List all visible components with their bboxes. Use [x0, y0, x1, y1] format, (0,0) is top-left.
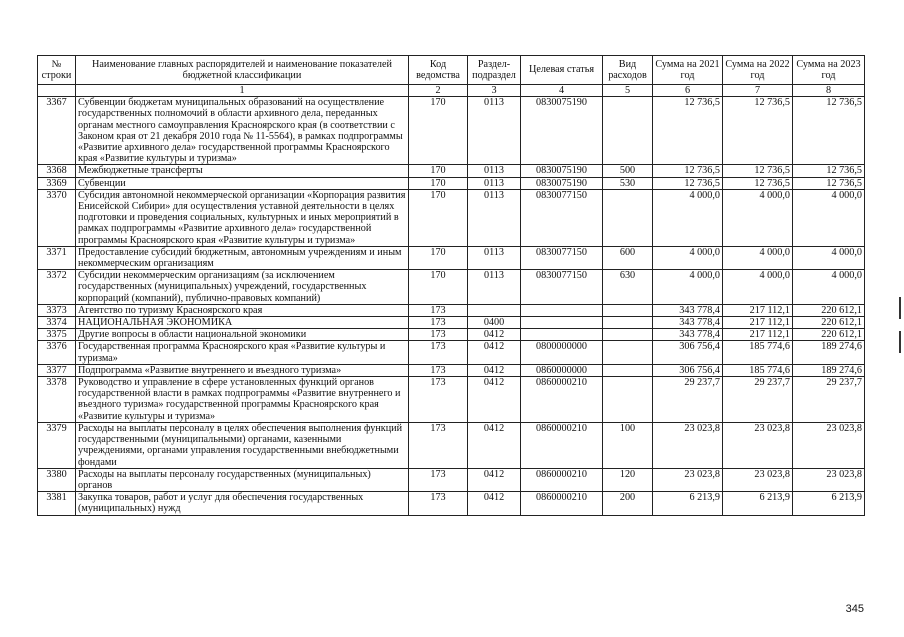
- cell-sum-2022: 217 112,1: [723, 304, 793, 316]
- table-row: [38, 341, 865, 364]
- cell-dept-code: 173: [409, 364, 468, 376]
- cell-target-article: 0860000210: [521, 377, 603, 423]
- cell-expense-type: 530: [603, 177, 653, 189]
- cell-sum-2021: 12 736,5: [653, 165, 723, 177]
- table-row: [38, 377, 865, 423]
- cell-section: 0412: [468, 364, 521, 376]
- cell-dept-code: 170: [409, 177, 468, 189]
- cell-target-article: 0860000210: [521, 492, 603, 515]
- cell-name: Субвенции бюджетам муниципальных образований на осуществление государственных полномочий в области архивного дела, переданных органам местного самоуправления Красноярского края (в соответствии с Законом края от 21 декабря 2010 года № 11-5564), в рамках подпрограммы «Развитие архивного дела» государственной программы Красноярского края «Развитие культуры и туризма»: [76, 97, 409, 165]
- cell-sum-2021: 12 736,5: [653, 177, 723, 189]
- column-number: 2: [409, 85, 468, 97]
- cell-target-article: [521, 304, 603, 316]
- header-sum-2023: Сумма на 2023 год: [793, 56, 865, 85]
- table-row: [38, 165, 865, 177]
- cell-dept-code: 170: [409, 165, 468, 177]
- cell-row-number: 3376: [38, 341, 76, 364]
- cell-row-number: 3369: [38, 177, 76, 189]
- cell-sum-2021: 12 736,5: [653, 97, 723, 165]
- cell-section: 0113: [468, 165, 521, 177]
- cell-name: Государственная программа Красноярского края «Развитие культуры и туризма»: [76, 341, 409, 364]
- cell-dept-code: 170: [409, 270, 468, 305]
- cell-sum-2021: 343 778,4: [653, 317, 723, 329]
- table-row: [38, 270, 865, 305]
- cell-section: 0113: [468, 97, 521, 165]
- cell-sum-2021: 4 000,0: [653, 270, 723, 305]
- cell-section: 0412: [468, 329, 521, 341]
- cell-sum-2021: 4 000,0: [653, 189, 723, 246]
- cell-dept-code: 173: [409, 317, 468, 329]
- cell-name: Субвенции: [76, 177, 409, 189]
- margin-mark: [899, 297, 901, 319]
- cell-sum-2021: 29 237,7: [653, 377, 723, 423]
- cell-name: Субсидии некоммерческим организациям (за исключением государственных (муниципальных) учреждений, государственных корпораций (компаний), публично-правовых компаний): [76, 270, 409, 305]
- cell-target-article: 0830075190: [521, 97, 603, 165]
- cell-sum-2022: 185 774,6: [723, 364, 793, 376]
- cell-target-article: 0830077150: [521, 270, 603, 305]
- cell-row-number: 3381: [38, 492, 76, 515]
- header-row-number: № строки: [38, 56, 76, 85]
- cell-sum-2022: 23 023,8: [723, 422, 793, 468]
- cell-section: 0113: [468, 246, 521, 269]
- cell-target-article: [521, 329, 603, 341]
- header-dept-code: Код ведомства: [409, 56, 468, 85]
- column-number: 6: [653, 85, 723, 97]
- cell-target-article: [521, 317, 603, 329]
- cell-sum-2021: 306 756,4: [653, 364, 723, 376]
- cell-dept-code: 173: [409, 377, 468, 423]
- table-row: [38, 246, 865, 269]
- cell-section: 0113: [468, 189, 521, 246]
- cell-sum-2021: 23 023,8: [653, 468, 723, 491]
- column-number: 3: [468, 85, 521, 97]
- cell-expense-type: 120: [603, 468, 653, 491]
- cell-row-number: 3368: [38, 165, 76, 177]
- column-number: 7: [723, 85, 793, 97]
- cell-section: [468, 304, 521, 316]
- cell-name: Другие вопросы в области национальной экономики: [76, 329, 409, 341]
- cell-target-article: 0860000000: [521, 364, 603, 376]
- cell-name: Расходы на выплаты персоналу государственных (муниципальных) органов: [76, 468, 409, 491]
- table-row: [38, 329, 865, 341]
- cell-dept-code: 170: [409, 97, 468, 165]
- cell-expense-type: [603, 317, 653, 329]
- cell-sum-2022: 217 112,1: [723, 317, 793, 329]
- cell-section: 0412: [468, 422, 521, 468]
- cell-name: Руководство и управление в сфере установленных функций органов государственной власти в рамках подпрограммы «Развитие внутреннего и въездного туризма» государственной программы Красноярского края «Развитие культуры и туризма»: [76, 377, 409, 423]
- cell-sum-2021: 4 000,0: [653, 246, 723, 269]
- cell-sum-2021: 306 756,4: [653, 341, 723, 364]
- cell-row-number: 3379: [38, 422, 76, 468]
- cell-section: 0412: [468, 341, 521, 364]
- cell-target-article: 0800000000: [521, 341, 603, 364]
- cell-sum-2022: 23 023,8: [723, 468, 793, 491]
- cell-section: 0113: [468, 177, 521, 189]
- cell-row-number: 3374: [38, 317, 76, 329]
- cell-sum-2021: 343 778,4: [653, 304, 723, 316]
- cell-expense-type: [603, 97, 653, 165]
- cell-row-number: 3371: [38, 246, 76, 269]
- cell-dept-code: 173: [409, 492, 468, 515]
- cell-target-article: 0830077150: [521, 246, 603, 269]
- header-target-article: Целевая статья: [521, 56, 603, 85]
- cell-sum-2022: 12 736,5: [723, 165, 793, 177]
- cell-sum-2021: 343 778,4: [653, 329, 723, 341]
- cell-name: Подпрограмма «Развитие внутреннего и въездного туризма»: [76, 364, 409, 376]
- cell-expense-type: 200: [603, 492, 653, 515]
- cell-sum-2023: 4 000,0: [793, 189, 865, 246]
- cell-sum-2022: 4 000,0: [723, 189, 793, 246]
- cell-sum-2023: 220 612,1: [793, 329, 865, 341]
- cell-row-number: 3378: [38, 377, 76, 423]
- cell-expense-type: 600: [603, 246, 653, 269]
- cell-target-article: 0830075190: [521, 177, 603, 189]
- cell-target-article: 0830077150: [521, 189, 603, 246]
- cell-dept-code: 173: [409, 304, 468, 316]
- header-name: Наименование главных распорядителей и наименование показателей бюджетной классификации: [76, 56, 409, 85]
- cell-target-article: 0830075190: [521, 165, 603, 177]
- table-row: [38, 189, 865, 246]
- table-row: [38, 492, 865, 515]
- cell-name: Предоставление субсидий бюджетным, автономным учреждениям и иным некоммерческим организациям: [76, 246, 409, 269]
- cell-section: 0412: [468, 492, 521, 515]
- header-sum-2021: Сумма на 2021 год: [653, 56, 723, 85]
- cell-dept-code: 173: [409, 468, 468, 491]
- cell-name: НАЦИОНАЛЬНАЯ ЭКОНОМИКА: [76, 317, 409, 329]
- cell-dept-code: 173: [409, 422, 468, 468]
- cell-expense-type: 500: [603, 165, 653, 177]
- cell-sum-2023: 220 612,1: [793, 304, 865, 316]
- budget-table: [37, 55, 865, 516]
- cell-expense-type: [603, 189, 653, 246]
- cell-sum-2022: 4 000,0: [723, 270, 793, 305]
- cell-row-number: 3367: [38, 97, 76, 165]
- cell-sum-2022: 185 774,6: [723, 341, 793, 364]
- cell-sum-2022: 6 213,9: [723, 492, 793, 515]
- table-row: [38, 468, 865, 491]
- cell-sum-2023: 189 274,6: [793, 364, 865, 376]
- margin-mark: [899, 331, 901, 353]
- cell-target-article: 0860000210: [521, 468, 603, 491]
- column-number: 1: [76, 85, 409, 97]
- cell-sum-2022: 29 237,7: [723, 377, 793, 423]
- cell-dept-code: 173: [409, 329, 468, 341]
- cell-expense-type: [603, 377, 653, 423]
- cell-row-number: 3372: [38, 270, 76, 305]
- cell-section: 0412: [468, 468, 521, 491]
- cell-section: 0400: [468, 317, 521, 329]
- cell-expense-type: [603, 364, 653, 376]
- cell-sum-2023: 23 023,8: [793, 468, 865, 491]
- cell-name: Расходы на выплаты персоналу в целях обеспечения выполнения функций государственными (муниципальными) органами, казенными учреждениями, органами управления государственными внебюджетными фондами: [76, 422, 409, 468]
- cell-expense-type: [603, 329, 653, 341]
- cell-sum-2023: 12 736,5: [793, 97, 865, 165]
- cell-expense-type: [603, 304, 653, 316]
- cell-row-number: 3373: [38, 304, 76, 316]
- cell-sum-2022: 12 736,5: [723, 177, 793, 189]
- cell-sum-2021: 23 023,8: [653, 422, 723, 468]
- header-expense-type: Вид расходов: [603, 56, 653, 85]
- cell-dept-code: 173: [409, 341, 468, 364]
- page-number: 345: [845, 603, 864, 615]
- cell-name: Субсидия автономной некоммерческой организации «Корпорация развития Енисейской Сибири» для осуществления уставной деятельности в целях подготовки и проведения социальных, культурных и иных мероприятий в рамках подпрограммы «Развитие архивного дела» государственной программы Красноярского края «Развитие культуры и туризма»: [76, 189, 409, 246]
- cell-expense-type: 100: [603, 422, 653, 468]
- cell-row-number: 3377: [38, 364, 76, 376]
- cell-row-number: 3380: [38, 468, 76, 491]
- table-row: [38, 422, 865, 468]
- table-row: [38, 97, 865, 165]
- cell-section: 0113: [468, 270, 521, 305]
- cell-dept-code: 170: [409, 246, 468, 269]
- cell-sum-2023: 4 000,0: [793, 270, 865, 305]
- column-number-row: [38, 85, 865, 97]
- cell-name: Агентство по туризму Красноярского края: [76, 304, 409, 316]
- cell-sum-2022: 12 736,5: [723, 97, 793, 165]
- table-row: [38, 177, 865, 189]
- cell-name: Межбюджетные трансферты: [76, 165, 409, 177]
- cell-sum-2021: 6 213,9: [653, 492, 723, 515]
- header-section: Раздел-подраздел: [468, 56, 521, 85]
- cell-dept-code: 170: [409, 189, 468, 246]
- cell-sum-2022: 217 112,1: [723, 329, 793, 341]
- cell-sum-2023: 23 023,8: [793, 422, 865, 468]
- table-header-row: [38, 56, 865, 85]
- header-sum-2022: Сумма на 2022 год: [723, 56, 793, 85]
- cell-sum-2023: 29 237,7: [793, 377, 865, 423]
- cell-sum-2022: 4 000,0: [723, 246, 793, 269]
- table-row: [38, 304, 865, 316]
- cell-name: Закупка товаров, работ и услуг для обеспечения государственных (муниципальных) нужд: [76, 492, 409, 515]
- cell-expense-type: [603, 341, 653, 364]
- table-row: [38, 364, 865, 376]
- column-number: 5: [603, 85, 653, 97]
- column-number: 8: [793, 85, 865, 97]
- cell-row-number: 3375: [38, 329, 76, 341]
- cell-section: 0412: [468, 377, 521, 423]
- table-row: [38, 317, 865, 329]
- cell-sum-2023: 4 000,0: [793, 246, 865, 269]
- cell-expense-type: 630: [603, 270, 653, 305]
- cell-target-article: 0860000210: [521, 422, 603, 468]
- column-number: 4: [521, 85, 603, 97]
- cell-sum-2023: 220 612,1: [793, 317, 865, 329]
- cell-row-number: 3370: [38, 189, 76, 246]
- cell-sum-2023: 12 736,5: [793, 177, 865, 189]
- column-number: [38, 85, 76, 97]
- cell-sum-2023: 6 213,9: [793, 492, 865, 515]
- cell-sum-2023: 189 274,6: [793, 341, 865, 364]
- cell-sum-2023: 12 736,5: [793, 165, 865, 177]
